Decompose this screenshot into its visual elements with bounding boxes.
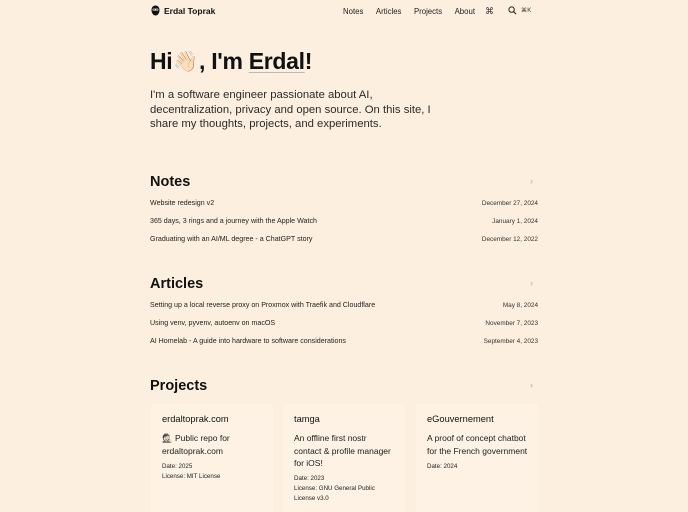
project-card[interactable] <box>151 404 273 512</box>
site-header <box>0 0 688 24</box>
note-title: Website redesign v2 <box>150 199 215 207</box>
project-description: An offline first nostr contact & profile manager for iOS! <box>294 433 391 468</box>
project-license: License: MIT License <box>162 473 221 480</box>
articles-heading[interactable]: Articles <box>150 276 204 292</box>
articles-list-item[interactable] <box>150 317 538 329</box>
note-title: Graduating with an AI/ML degree - a ChatGPT story <box>150 235 313 243</box>
nav-projects[interactable]: Projects <box>413 7 443 16</box>
nav-about[interactable]: About <box>454 7 475 16</box>
articles-chevron-right-icon[interactable]: › <box>530 278 533 288</box>
note-date: December 27, 2024 <box>481 199 538 207</box>
article-title: Using venv, pyvenv, autoenv on macOS <box>150 319 276 327</box>
hero-heading <box>150 48 312 75</box>
project-title: tamga <box>294 414 320 424</box>
projects-chevron-right-icon[interactable]: › <box>530 380 533 390</box>
hero-mid: , I'm <box>199 48 249 74</box>
nav-articles[interactable]: Articles <box>375 7 402 16</box>
project-description: A proof of concept chatbot for the French government <box>427 433 528 456</box>
notes-heading[interactable]: Notes <box>150 174 191 190</box>
project-license: License: GNU General Public License v3.0 <box>294 485 375 502</box>
note-date: January 1, 2024 <box>492 217 538 225</box>
search-shortcut: ⌘K <box>521 8 532 14</box>
intro-text: I'm a software engineer passionate about AI, decentralization, privacy and open source. On this site, I share my thoughts, projects, and experiments. <box>150 89 431 130</box>
article-date: May 8, 2024 <box>502 301 538 309</box>
project-description: 🕵🏻 Public repo for erdaltoprak.com <box>162 433 230 456</box>
mask-logo-icon <box>151 5 160 16</box>
hero-greeting: Hi <box>150 48 173 74</box>
hero-name-link[interactable]: Erdal <box>248 48 305 74</box>
articles-list-item[interactable] <box>150 299 538 311</box>
project-title: eGouvernement <box>427 414 494 424</box>
command-icon[interactable]: ⌘ <box>485 6 494 16</box>
notes-list-item[interactable] <box>150 197 538 209</box>
article-date: September 4, 2023 <box>483 337 538 345</box>
note-title: 365 days, 3 rings and a journey with the Apple Watch <box>150 217 317 225</box>
project-date: Date: 2023 <box>294 475 325 482</box>
main-nav <box>343 7 475 16</box>
article-title: AI Homelab - A guide into hardware to software considerations <box>150 337 346 345</box>
notes-list-item[interactable] <box>150 215 538 227</box>
nav-notes[interactable]: Notes <box>343 7 364 16</box>
note-date: December 12, 2022 <box>481 235 538 243</box>
project-card[interactable] <box>416 404 538 512</box>
notes-list-item[interactable] <box>150 233 538 245</box>
projects-heading[interactable]: Projects <box>150 378 208 394</box>
project-card[interactable] <box>283 404 405 512</box>
project-title: erdaltoprak.com <box>162 414 229 424</box>
project-date: Date: 2025 <box>162 463 193 470</box>
project-date: Date: 2024 <box>427 463 458 470</box>
search-button[interactable] <box>508 6 532 15</box>
brand-link[interactable] <box>151 5 215 16</box>
search-icon <box>508 6 517 15</box>
hero-end: ! <box>304 48 313 74</box>
article-title: Setting up a local reverse proxy on Proxmox with Traefik and Cloudflare <box>150 301 376 309</box>
article-date: November 7, 2023 <box>485 319 538 327</box>
brand-name: Erdal Toprak <box>164 5 216 16</box>
waving-hand-icon: 👋🏻 <box>173 51 199 73</box>
notes-chevron-right-icon[interactable]: › <box>530 176 533 186</box>
articles-list-item[interactable] <box>150 335 538 347</box>
